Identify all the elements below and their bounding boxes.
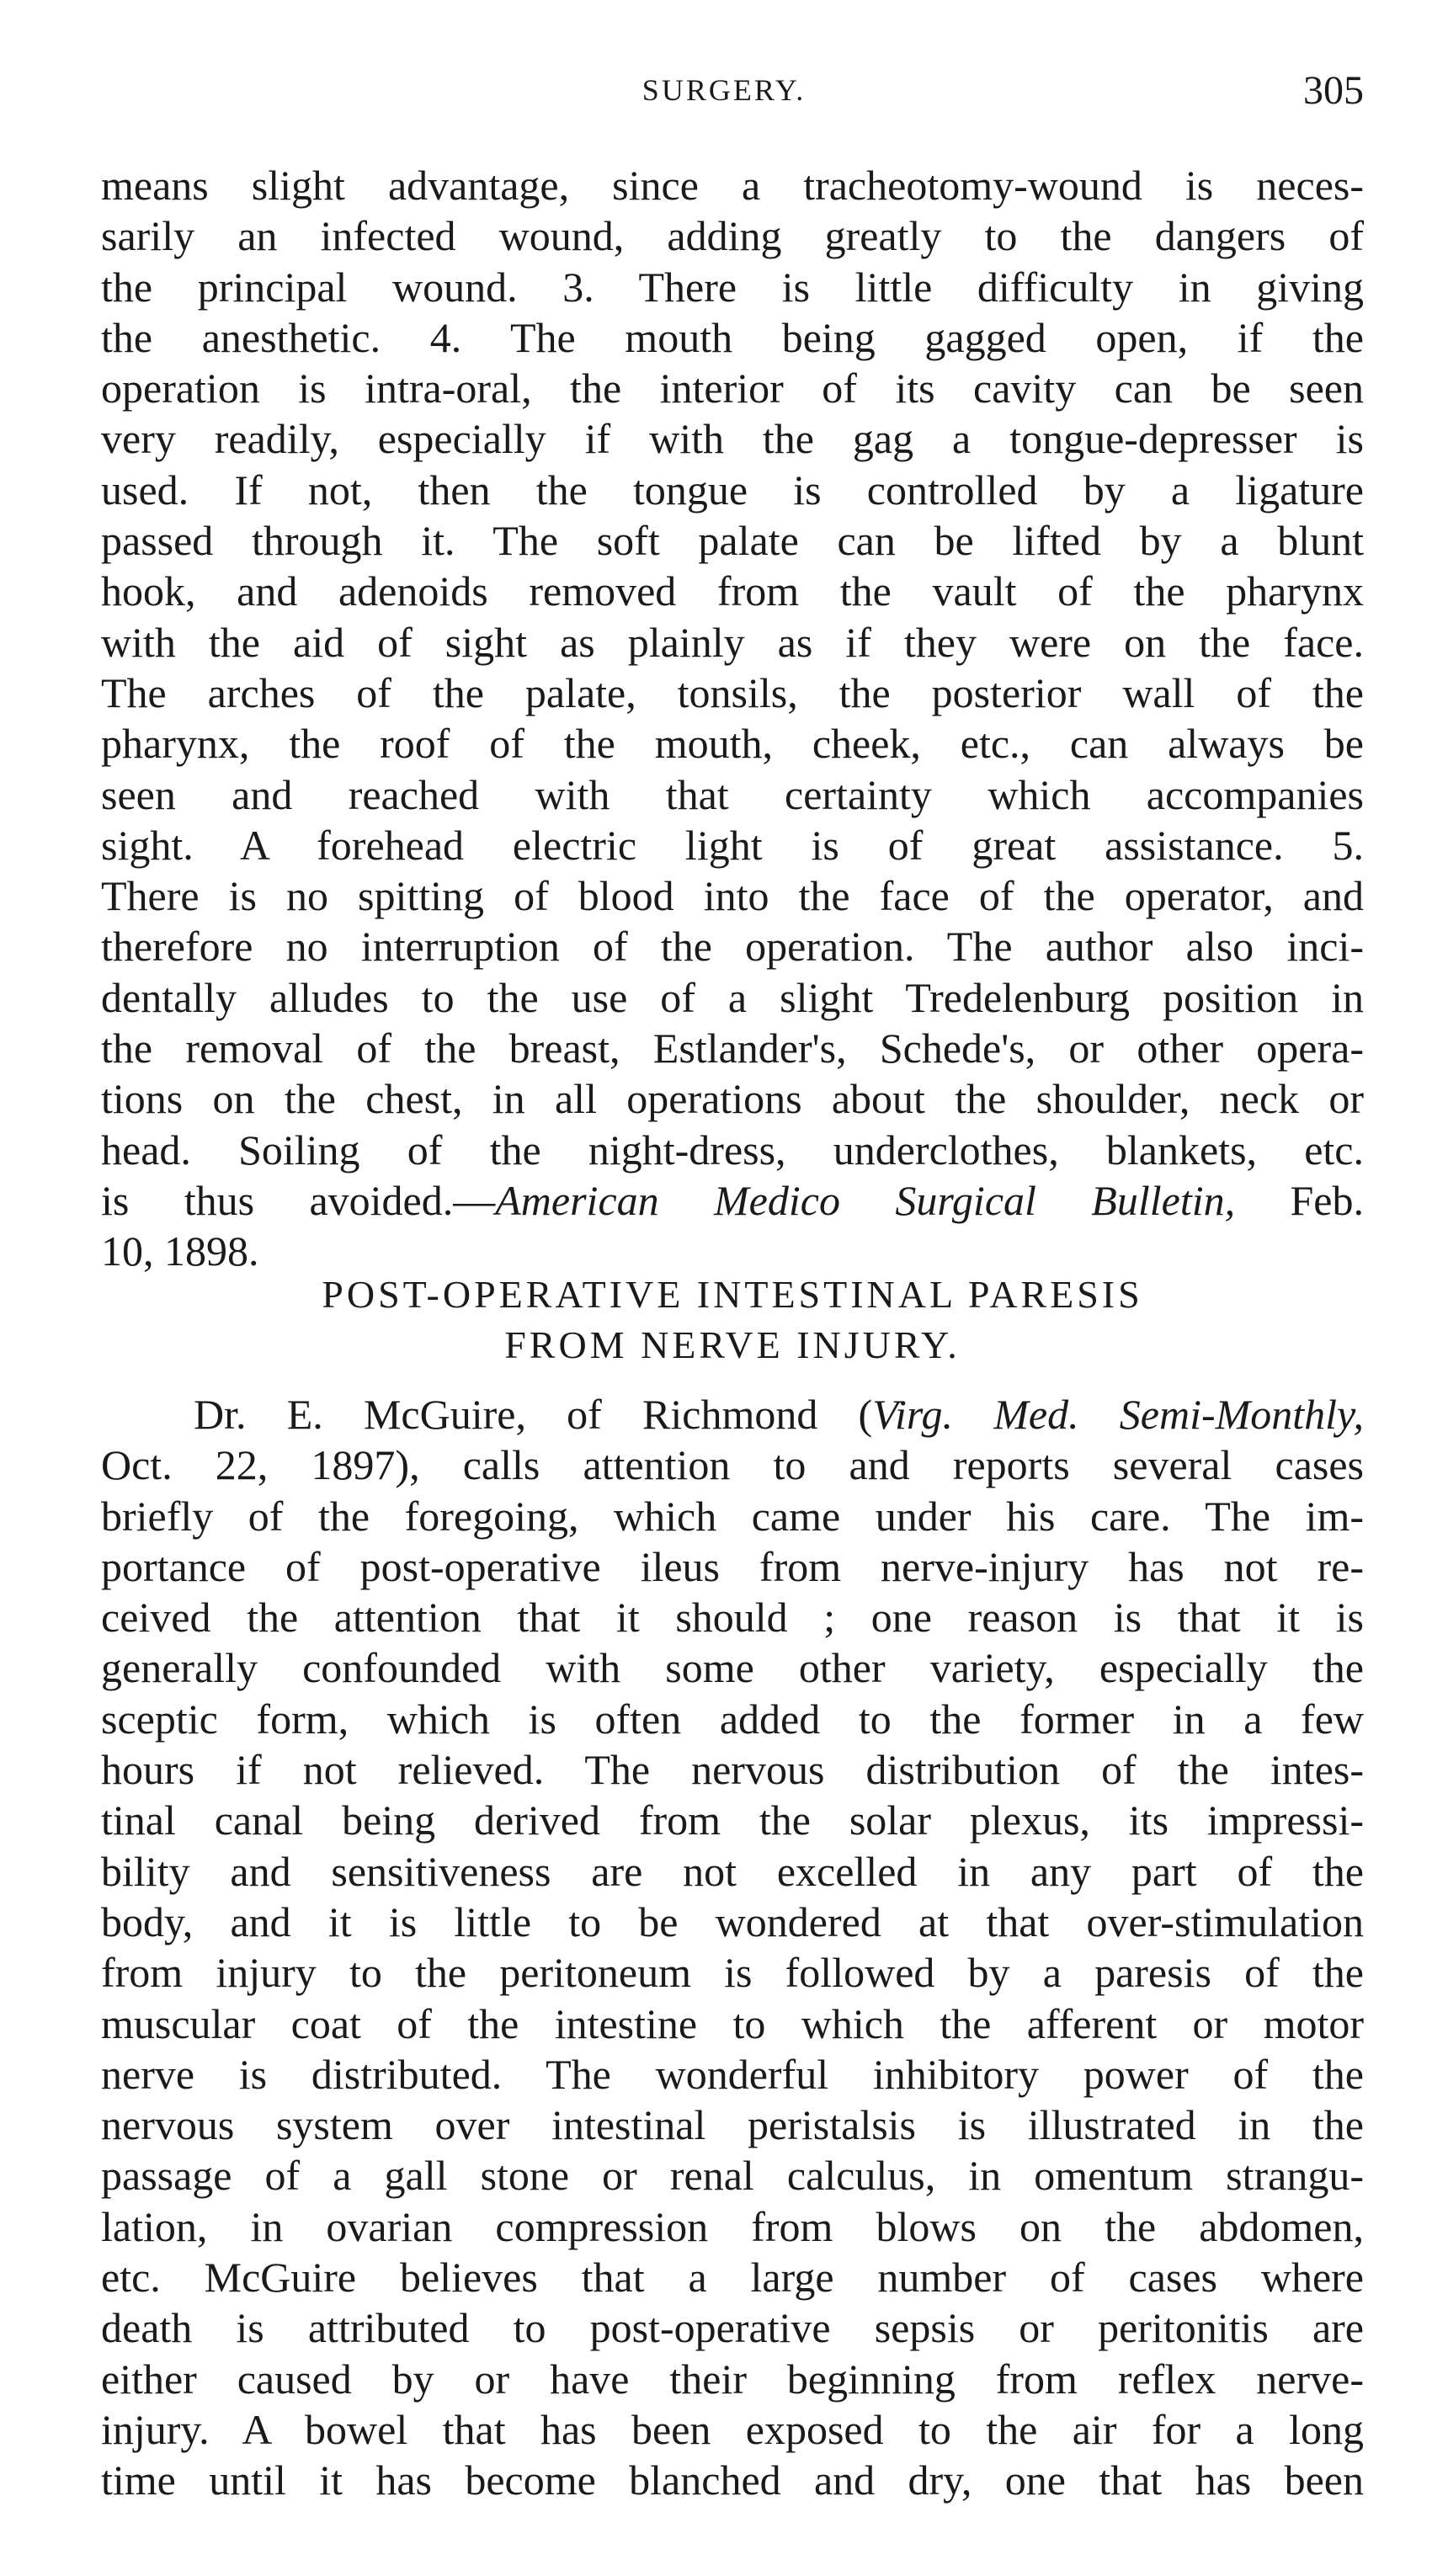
text-line: tinal canal being derived from the solar plexus, its impressi- [101,1796,1364,1844]
text-line: hook, and adenoids removed from the vault of the pharynx [101,567,1364,615]
text-line: Oct. 22, 1897), calls attention to and reports several cases [101,1441,1364,1489]
text-line: therefore no interruption of the operation. The author also inci- [101,923,1364,971]
text-line: nervous system over intestinal peristalsis is illustrated in the [101,2101,1364,2149]
citation-line [101,1175,1364,1226]
journal-title: Virg. Med. Semi-Monthly, [872,1391,1364,1438]
article-heading [101,1269,1364,1370]
text-line: passage of a gall stone or renal calculus, in omentum strangu- [101,2152,1364,2200]
text-line: used. If not, then the tongue is controlled by a ligature [101,466,1364,514]
text-line: dentally alludes to the use of a slight Tredelenburg position in [101,973,1364,1021]
citation-text: is thus avoided.— [101,1176,496,1224]
text-line: the principal wound. 3. There is little difficulty in giving [101,263,1364,311]
text-line: time until it has become blanched and dry, one that has been [101,2456,1364,2504]
text-line: body, and it is little to be wondered at that over-stimulation [101,1897,1364,1945]
text-line: injury. A bowel that has been exposed to the air for a long [101,2405,1364,2453]
text-line: sarily an infected wound, adding greatly to the dangers of [101,212,1364,260]
text-line: head. Soiling of the night-dress, underclothes, blankets, etc. [101,1126,1364,1174]
text-line [101,1389,1364,1440]
article-paragraph [101,1389,1364,2506]
article-title-line: POST-OPERATIVE INTESTINAL PARESIS [322,1273,1143,1316]
text-line: hours if not relieved. The nervous distribution of the intes- [101,1746,1364,1794]
text-line: seen and reached with that certainty which accompanies [101,770,1364,818]
text-line: means slight advantage, since a tracheotomy-wound is neces- [101,162,1364,209]
text-line: operation is intra-oral, the interior of its cavity can be seen [101,365,1364,412]
text-line: passed through it. The soft palate can be lifted by a blunt [101,517,1364,565]
citation-date: Feb. [1235,1176,1364,1224]
text-line: muscular coat of the intestine to which the afferent or motor [101,1999,1364,2047]
page-number: 305 [1303,68,1364,113]
text-line: sceptic form, which is often added to the former in a few [101,1695,1364,1743]
journal-title: American Medico Surgical Bulletin, [495,1176,1236,1224]
continuation-paragraph [101,160,1364,1277]
text-line: portance of post-operative ileus from nerve-injury has not re- [101,1542,1364,1590]
running-title: SURGERY. [641,73,807,107]
text-line: etc. McGuire believes that a large number of cases where [101,2254,1364,2302]
text-line: nerve is distributed. The wonderful inhibitory power of the [101,2050,1364,2098]
text-line: briefly of the foregoing, which came under his care. The im- [101,1492,1364,1540]
author-intro: Dr. E. McGuire, of Richmond ( [194,1391,873,1438]
text-line: The arches of the palate, tonsils, the posterior wall of the [101,668,1364,716]
text-line: generally confounded with some other variety, especially the [101,1644,1364,1692]
text-line: There is no spitting of blood into the face of the operator, and [101,872,1364,920]
text-line: bility and sensitiveness are not excelled in any part of the [101,1847,1364,1895]
text-line: death is attributed to post-operative sepsis or peritonitis are [101,2304,1364,2352]
text-line: from injury to the peritoneum is followed by a paresis of the [101,1949,1364,1997]
text-line: either caused by or have their beginning from reflex nerve- [101,2355,1364,2403]
text-line: the removal of the breast, Estlander's, Schede's, or other opera- [101,1025,1364,1072]
text-line: very readily, especially if with the gag a tongue-depresser is [101,415,1364,463]
text-line: sight. A forehead electric light is of great assistance. 5. [101,821,1364,869]
text-line: lation, in ovarian compression from blows on the abdomen, [101,2202,1364,2250]
running-head [0,68,1448,123]
text-line: pharynx, the roof of the mouth, cheek, etc., can always be [101,720,1364,768]
text-line: the anesthetic. 4. The mouth being gagged open, if the [101,313,1364,361]
text-line: tions on the chest, in all operations about the shoulder, neck or [101,1075,1364,1123]
text-line: ceived the attention that it should ; one reason is that it is [101,1594,1364,1642]
text-line: 10, 1898. [101,1227,259,1275]
article-title-line: FROM NERVE INJURY. [504,1323,961,1366]
text-line: with the aid of sight as plainly as if they were on the face. [101,618,1364,666]
